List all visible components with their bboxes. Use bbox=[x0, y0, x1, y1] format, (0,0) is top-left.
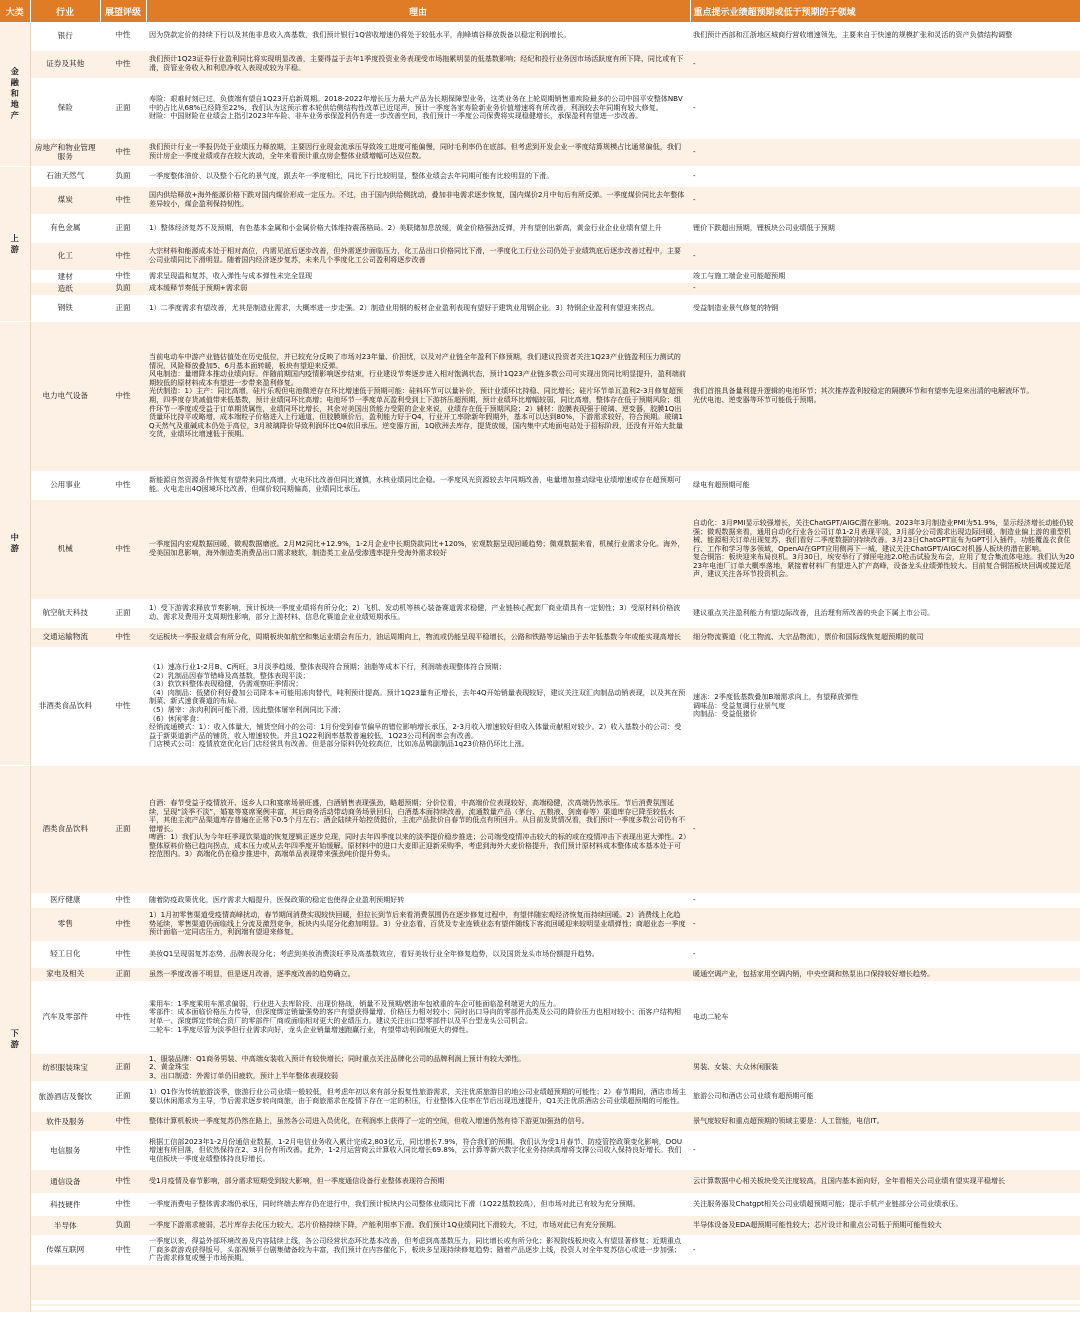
industry-cell: 通信设备 bbox=[30, 1170, 100, 1194]
focus-cell: - bbox=[690, 1132, 1080, 1170]
focus-cell: 锂价下跌超出预期，锂板块公司业绩低于预期 bbox=[690, 214, 1080, 242]
rating-cell: 中性 bbox=[100, 981, 146, 1053]
focus-cell bbox=[690, 1265, 1080, 1301]
reason-cell: 国内供给释放+海外能源价格下跌对国内煤价形成一定压力。不过，由于国内供给侧扰动，叠加非电需求逐步恢复，国内煤价2月中旬后有所反弹。一季度煤价同比去年整体差异较小，煤企盈利保持韧性。 bbox=[146, 186, 690, 214]
rating-cell: 正面 bbox=[100, 765, 146, 893]
industry-cell: 酒类食品饮料 bbox=[30, 765, 100, 893]
reason-cell: 1）1月初零售渠道受疫情高峰扰动，春节期间消费实现较快回暖，但拉长到节后来看消费氛围仍在逐步修复过程中，有望伴随宏观经济恢复而持续回暖。2）消费线上化趋势延续，零售渠道仍面临线上分流及激烈竞争，板块内头尾分化愈加明显。3）分业态看，百货及专业连锁业态有望伴随线下客流回暖迎来较明显业绩弹性；商超业态一季度预计面临一定同店压力，利润端有望迎来修复。 bbox=[146, 907, 690, 941]
rating-cell: 正面 bbox=[100, 967, 146, 981]
reason-cell: 乘用车：1季度乘用车需求偏弱，行业进入去库阶段、出现价格战，销量不及预期/燃油车包袱重的车企可能面临盈利端更大的压力。 零部件：成本面临价格压力传导，但深度绑定销量强势的客户有望获得量增、价格压力相对较小；同时出口导向的零部件品类及公司的降价压力也相对较小；而客户结构相对单一、深度绑定传统合资厂的零部件厂商或面临相对更大的业绩压力。建议关注出口型零部件以及平台型龙头公司机会。 二轮车：1季度尽管为淡季但行业需求向好，龙头企业销量增速跑赢行业，有望带动利润端更大的弹性。 bbox=[146, 981, 690, 1053]
rating-cell: 正面 bbox=[100, 599, 146, 627]
reason-cell: 受1月疫情及春节影响，部分需求短期受到较大影响，但一季度通信设备行业整体表现符合预期 bbox=[146, 1170, 690, 1194]
rating-cell: 中性 bbox=[100, 138, 146, 166]
reason-cell: 一季度消费电子整体需求端仍承压，同时终端去库存仍在进行中，我们预计板块内公司整体业绩同比下滑（1Q22基数较高），但市场对此已有较为充分预期。 bbox=[146, 1194, 690, 1216]
industry-cell: 传媒互联网 bbox=[30, 1236, 100, 1265]
table-row bbox=[0, 1082, 1080, 1112]
reason-cell: 整体计算机板块一季度复苏仍然在路上，虽然各公司进入员优化，在利润率上获得了一定的空间，但收入增速仍然有待下游更加强劲的信号。 bbox=[146, 1112, 690, 1132]
table-row bbox=[0, 599, 1080, 627]
focus-cell: 我们预计西部和江浙地区城商行营收增速领先，主要来自于快速的规模扩张和灵活的资产负债结构调整 bbox=[690, 22, 1080, 50]
industry-cell: 钢铁 bbox=[30, 295, 100, 321]
reason-cell: 我们预计行业一季报仍处于业绩压力释放期，主要因行业现金流承压导致竣工进度可能偏慢，同时毛利率仍在底部。但考虑到开发企业一季度结算规模占比通常偏低，我们预计房企一季度业绩或存在较大波动，全年来看预计重点房企整体业绩增幅可达双位数。 bbox=[146, 138, 690, 166]
rating-cell: 中性 bbox=[100, 50, 146, 78]
focus-cell: 我们首推具备量利提升逻辑的电池环节；其次推荐盈利较稳定的隔膜环节和有望率先迎来出清的电解液环节。 光伏电池、逆变器等环节可能低于预期。 bbox=[690, 321, 1080, 471]
focus-cell: - bbox=[690, 186, 1080, 214]
industry-cell: 半导体 bbox=[30, 1216, 100, 1236]
industry-cell: 公用事业 bbox=[30, 471, 100, 499]
table-row bbox=[0, 941, 1080, 967]
category-cell: 金 融 和 地 产 bbox=[0, 22, 30, 166]
industry-cell: 煤炭 bbox=[30, 186, 100, 214]
industry-cell: 航空航天科技 bbox=[30, 599, 100, 627]
rating-cell: 正面 bbox=[100, 1082, 146, 1112]
reason-cell: 1）二季度需求有望改善，尤其是制造业需求，大概率进一步走强。2）制造业用钢的板材企业盈利表现有望好于建筑业用钢企业。3）特钢企业盈利有望迎来拐点。 bbox=[146, 295, 690, 321]
table-row bbox=[0, 1112, 1080, 1132]
industry-cell: 家电及相关 bbox=[30, 967, 100, 981]
table-row bbox=[0, 967, 1080, 981]
industry-cell: 纺织服装珠宝 bbox=[30, 1053, 100, 1082]
rating-cell: 中性 bbox=[100, 242, 146, 270]
table-row bbox=[0, 1132, 1080, 1170]
reason-cell: 1）Q1作为传统旅游淡季，旅游行业公司业绩一般较低，但考虑年初以来有部分报复性旅游需求，关注优质旅游目的地公司业绩超预期的可能性；2）春节期间，酒店市场主要以休闲需求为主导，节后需求逐步转向商旅，由于商旅需求在疫情下存在一定的积压，行业整体入住率在节后出现迅速提升，Q1关注优质酒店公司业绩超预期的可能性。 bbox=[146, 1082, 690, 1112]
reason-cell: 我们预计1Q23证券行业盈利同比将实现明显改善，主要得益于去年1季度投资业务表现受市场拖累明显的低基数影响；经纪和投行业务因市场活跃度有所下降、同比或有下滑，资管业务收入和利息净收入表现或较为平稳。 bbox=[146, 50, 690, 78]
rating-cell: 中性 bbox=[100, 270, 146, 283]
table-row bbox=[0, 907, 1080, 941]
header-category: 大类 bbox=[0, 0, 30, 22]
rating-cell: 中性 bbox=[100, 907, 146, 941]
focus-cell: 旅游公司和酒店公司业绩有超预期可能 bbox=[690, 1082, 1080, 1112]
reason-cell: 需求呈现温和复苏，收入弹性与成本弹性未完全显现 bbox=[146, 270, 690, 283]
table-row bbox=[0, 1236, 1080, 1265]
industry-cell bbox=[30, 1310, 100, 1313]
rating-cell: 中性 bbox=[100, 647, 146, 765]
industry-cell: 旅游酒店及餐饮 bbox=[30, 1082, 100, 1112]
focus-cell: 速冻：2季度低基数叠加B端需求向上，有望释放弹性 调味品：受益复调行业景气度 肉制品：受益低猪价 bbox=[690, 647, 1080, 765]
table-row bbox=[0, 50, 1080, 78]
table-row bbox=[0, 1170, 1080, 1194]
focus-cell: - bbox=[690, 941, 1080, 967]
table-row bbox=[0, 499, 1080, 599]
industry-cell: 电力电气设备 bbox=[30, 321, 100, 471]
rating-cell: 中性 bbox=[100, 893, 146, 907]
rating-cell: 负面 bbox=[100, 283, 146, 296]
focus-cell: 景气度较好和重点超预期的领域主要是：人工智能，电信IT。 bbox=[690, 1112, 1080, 1132]
industry-cell: 非酒类食品饮料 bbox=[30, 647, 100, 765]
reason-cell: 一季度整体油价、以及整个石化的景气度，跟去年一季度相比，同比下行比较明显，整体业绩会去年同期可能有比较明显的下滑。 bbox=[146, 166, 690, 186]
category-cell: 中 游 bbox=[0, 321, 30, 765]
rating-cell: 正面 bbox=[100, 78, 146, 138]
focus-cell: 暖通空调产业，包括家用空调内销，中央空调和热泵出口保持较好增长趋势。 bbox=[690, 967, 1080, 981]
focus-cell: 绿电有超预期可能 bbox=[690, 471, 1080, 499]
industry-cell: 医疗健康 bbox=[30, 893, 100, 907]
table-row bbox=[0, 22, 1080, 50]
table-row bbox=[0, 1310, 1080, 1313]
focus-cell: - bbox=[690, 283, 1080, 296]
table-row bbox=[0, 627, 1080, 647]
industry-cell: 房地产和物业管理服务 bbox=[30, 138, 100, 166]
table-row bbox=[0, 1194, 1080, 1216]
reason-cell: （1）速冻行业1-2月B、C两旺，3月淡季趋缓，整体表现符合预期；油脂等成本下行，利润端表现整体符合预期； （2）乳制品因春节错峰及高基数，整体表现平淡； （3）软饮料整体表现稳健，仍需观察旺季情况； （4）肉制品：低猪价利好叠加公司降本+可能用冻肉替代，吨利预计提高。预计1Q23量有正增长，去年4Q开始销量表现较好，建议关注双汇肉制品动销表现，以及其在预制菜、新式速食赛道的布局。 （5）屠宰：冻肉利润可能下滑，因此整体屠宰利润同比下滑； （6）休闲零食： 经销流通模式：1）：收入体量大，铺货空间小的公司：1月份受到春节偏早的错位影响增长承压，2-3月收入增速较好但收入体量贡献相对较少。2）收入基数小的公司：受益于新渠道新产品的铺货，收入增速较快。并且1Q22利润率基数普遍较低，1Q23公司利润率会有改善。 门店模式公司：疫情放宽优化后门店经营具有改善。但是部分原料仍处较高位，比如冻品鸭副制品1q23价格仍环比上涨。 bbox=[146, 647, 690, 765]
rating-cell: 中性 bbox=[100, 1132, 146, 1170]
rating-cell: 中性 bbox=[100, 941, 146, 967]
reason-cell: 大宗材料和能源成本处于相对高位，内需见底后逐步改善，但外需逐步面临压力，化工品出口价格同比下滑，一季度化工行业公司仍处于业绩筑底后逐步改善过程中，主要公司业绩同比下滑明显。随着国内经济逐步复苏，未来几个季度化工公司盈利将逐步改善 bbox=[146, 242, 690, 270]
industry-cell: 科技硬件 bbox=[30, 1194, 100, 1216]
focus-cell: 云计算数据中心相关板块受关注度较高，且国内基本面向好，全年看相关公司业绩有望实现平稳增长 bbox=[690, 1170, 1080, 1194]
reason-cell: 寿险：艰难时刻已过，负债端有望自1Q23开启新周期。2018-2022年增长压力最大产品为长期保障型业务，这类业务在上轮周期销售重疾险最多的公司中国平安整体NBV中的占比从68%已经降至22%，我们认为这预示着本轮供给侧结构性改革已近尾声，预计一季度各家寿险新业务价值增速将有所改善，利润较去年同期有较大修复。 财险：中国财险在业绩会上指引2023年车险、非车业务承保盈利仍有进一步改善空间，我们预计一季度公司保费将实现稳健增长，承保盈利有望进一步改善。 bbox=[146, 78, 690, 138]
table-row bbox=[0, 283, 1080, 296]
industry-cell: 造纸 bbox=[30, 283, 100, 296]
reason-cell: 1、服装品牌：Q1商务男装、中高端女装收入预计有较快增长；同时重点关注品牌化公司的品牌利润上预计有较大弹性。 2、黄金珠宝 3、出口制造：外需订单仍旧疲软，预计上半年整体表现较弱 bbox=[146, 1053, 690, 1082]
focus-cell: - bbox=[690, 166, 1080, 186]
reason-cell: 当前电动车中游产业链估值处在历史低位，并已较充分反映了市场对23年量、价担忧，以及对产业链全年盈利下修预期，我们建议投资者关注1Q23产业链盈利压力测试的情况，风险释放叠加5、6月基本面转暖，板块有望迎来反弹。 风电制造：量增降本推动业绩向好。伴随前期国内疫情影响逐步结束，行业建设节奏逐步进入相对饱满状态，预计1Q23产业链多数公司可实现出货同比明显提升，盈利端前期较低的原材料成本有望进一步带来盈利修复。 光伏制造：1）主产：同比高增，硅片乐观但电池微逆存在环比增速低于预期可能：硅料环节可以量补价，预计业绩环比持稳、同比增长；硅片环节单瓦盈利2-3月修复超预期，四季度存货减值带来低基数，预计业绩同环比高增；电池环节一季度单瓦盈利受到上下游挤压超预期，预计业绩环比增幅较弱，同比高增，整体存在低于预期风险；组件环节一季度或受益于订单期货属性，业绩同环比增长，其余对美国出货能力受限的企业来说，业绩存在低于预期风险；2）辅材：胶膜表现强于玻璃、逆变器，胶膜1Q出货量环比持平或略增，成本端粒子价格进入上行通道，但胶膜顺价后，盈利能力好于Q4，行业开工率除新年假期外，基本可以达到80%，下游需求较好，符合预期。玻璃1Q天然气及重碱成本仍处于高位，3月玻璃降价导致利润环比Q4依旧承压。逆变器方面，1Q欧洲去库存，提货放缓，国内集中式地面电站处于招标阶段，还没有开始大批量交货，业绩环比增速低于预期。 bbox=[146, 321, 690, 471]
category-cell: 上 游 bbox=[0, 166, 30, 321]
focus-cell: 细分物流赛道（化工物流、大宗品物流），票价和国际线恢复超预期的航司 bbox=[690, 627, 1080, 647]
header-focus: 重点提示业绩超预期或低于预期的子领域 bbox=[690, 0, 1080, 22]
focus-cell: 半导体设备及EDA超预期可能性较大；芯片设计和重点公司低于预期可能性较大 bbox=[690, 1216, 1080, 1236]
table-body bbox=[0, 22, 1080, 1313]
focus-cell: - bbox=[690, 138, 1080, 166]
focus-cell bbox=[690, 1310, 1080, 1313]
reason-cell: 一季度国内宏观数据回暖，微观数据磨底。2月M2同比+12.9%，1-2月企业中长期贷款同比+120%，宏观数据呈现回暖趋势；微观数据来看，机械行业需求分化。海外，受美国加息影响，海外制造类消费品出口需求疲软，制造类工业品受渗透率提升受海外需求较好 bbox=[146, 499, 690, 599]
focus-cell: - bbox=[690, 1236, 1080, 1265]
rating-cell: 负面 bbox=[100, 1216, 146, 1236]
header-industry: 行业 bbox=[30, 0, 100, 22]
header-reason: 理由 bbox=[146, 0, 690, 22]
table-row bbox=[0, 242, 1080, 270]
rating-cell: 中性 bbox=[100, 321, 146, 471]
focus-cell: 自动化：3月PMI显示较强增长，关注ChatGPT/AIGC潜在影响。2023年3月制造业PMI为51.9%，显示经济增长动能仍较强；微观数据来看，通用自动化行业各公司订单1-2月表现平淡，3月部分公司需求出现边际回暖，制造业偏上游的重型机械、能源相关订单出现复苏，我们看好二季度数据的持续改善。3月23日ChatGPT宣布为GPT引入插件，功能覆盖衣食住行、工作和学习等多领域，OpenAI在GPT应用侧再下一城，建议关注ChatGPT/AIGC对机器人板块的潜在影响。 复合铜箔：板块迎来布局良机。3月30日，埃安举行了弹匣电池2.0枪击试验发布会，应用了复合集流体电池。我们认为2023年电池厂订单大概率落地，紧接着材料厂有望进入扩产高峰，设备龙头业绩弹性较大。目前复合铜箔板块回调或接近尾声，建议关注各环节投资机会。 bbox=[690, 499, 1080, 599]
reason-cell: 白酒：春节受益于疫情放开、返乡人口和宴席场景旺盛，白酒销售表现强劲，略超预期；分价位看，中高端价位表现较好，高端稳健，次高端仍然承压。节后消费氛围延续，呈现“淡季不淡”，婚宴等宴席案例丰富，其后商务活动带动商务场景回归，白酒基本面持续改善，流通数量产品（茅台、五粮液、剑南春等）渠道库存已降至较低水平，其他主流产品渠道库存普遍在正常下0.5个月左右；酒企陆续开始控货挺价，主流产品批价自春节的低点有所回升。从目前发货情况看，我们预计一季度多数公司仍有不错增长。 啤酒：1）我们认为今年旺季现饮渠道的恢复逻辑正逐步兑现，同时去年四季度以来的淡季提价稳步推进；公司端受疫情冲击较大的标的或在疫情冲击下表现出更大弹性。2）整体原料价格已趋向拐点，成本压力或从去年四季度开始缓解。原材料中的进口大麦即正迎新采购季，考虑到海外大麦价格提升，我们预计原材料成本整体成本基本处于可控范围内。3）高端化仍在稳步推进中，高端单品表现带来强劲吨价提升势头。 bbox=[146, 765, 690, 893]
industry-cell: 软件及服务 bbox=[30, 1112, 100, 1132]
table-row bbox=[0, 765, 1080, 893]
table-row bbox=[0, 186, 1080, 214]
table-row bbox=[0, 647, 1080, 765]
focus-cell: - bbox=[690, 907, 1080, 941]
industry-cell: 保险 bbox=[30, 78, 100, 138]
reason-cell: 成本缓释节奏低于预期+需求弱 bbox=[146, 283, 690, 296]
table-row bbox=[0, 1053, 1080, 1082]
focus-cell: 竣工与施工端企业可能超预期 bbox=[690, 270, 1080, 283]
table-row bbox=[0, 270, 1080, 283]
focus-cell: 男装、女装、大众休闲服装 bbox=[690, 1053, 1080, 1082]
industry-cell: 轻工日化 bbox=[30, 941, 100, 967]
table-row bbox=[0, 1265, 1080, 1301]
header-rating: 展望评级 bbox=[100, 0, 146, 22]
rating-cell: 中性 bbox=[100, 1112, 146, 1132]
industry-cell: 化工 bbox=[30, 242, 100, 270]
reason-cell: 一季度以来，得益外部环境改善及内容陆续上线，各公司经营状态环比基本改善，但考虑到高基数压力，同比增长或有所分化；影视院线板块收入有望显著修复；近期重点厂商多款游戏获得版号，头部视频平台剧集储备较为丰富，我们预计在内容催化下，板块多呈现持续修复趋势；随着产品逐步上线，投资人对全年复苏信心或进一步加强；广告需求修复或慢于市场预期。 bbox=[146, 1236, 690, 1265]
rating-cell bbox=[100, 1265, 146, 1301]
focus-cell: - bbox=[690, 78, 1080, 138]
industry-cell: 证券及其他 bbox=[30, 50, 100, 78]
reason-cell bbox=[146, 1265, 690, 1301]
table-row bbox=[0, 471, 1080, 499]
reason-cell: 1）受下游需求释放节奏影响，预计板块一季度业绩将有所分化；2）飞机、发动机等核心装备赛道需求稳健，产业链核心配套厂商业绩具有一定韧性；3）受原材料价格波动、需求及费用开支周期性影响，部分上游材料、信息化赛道企业业绩短期承压。 bbox=[146, 599, 690, 627]
focus-cell: - bbox=[690, 242, 1080, 270]
industry-cell: 有色金属 bbox=[30, 214, 100, 242]
rating-cell: 正面 bbox=[100, 214, 146, 242]
focus-cell: 电动二轮车 bbox=[690, 981, 1080, 1053]
table-row bbox=[0, 1216, 1080, 1236]
reason-cell bbox=[146, 1310, 690, 1313]
rating-cell: 中性 bbox=[100, 627, 146, 647]
rating-cell: 正面 bbox=[100, 295, 146, 321]
table-row bbox=[0, 214, 1080, 242]
reason-cell: 根据工信部2023年1-2月份通信业数据，1-2月电信业务收入累计完成2,803亿元，同比增长7.9%，符合我们的预期。我们认为受1月春节、防疫管控政策变化影响，DOU增速有所回落，但依然保持在2、3月份有所改善。此外，1-2月运营商云计算收入同比增长69.8%，云计算等新兴数字化业务持续高增将支撑公司收入保持良好增长。我们电信板块一季度业绩整体持良好增长。 bbox=[146, 1132, 690, 1170]
focus-cell: 关注服务器及Chatgpt相关公司业绩超预期可能；提示手机产业链部分公司业绩承压。 bbox=[690, 1194, 1080, 1216]
reason-cell: 1）整体经济复苏不及预期，有色基本金属和小金属价格大体维持震荡格局。2）美联储加息放缓，黄金价格强劲反弹，并有望创出新高，黄金行业企业业绩有望上升 bbox=[146, 214, 690, 242]
industry-cell: 石油天然气 bbox=[30, 166, 100, 186]
industry-cell: 汽车及零部件 bbox=[30, 981, 100, 1053]
rating-cell: 中性 bbox=[100, 22, 146, 50]
table-row bbox=[0, 138, 1080, 166]
industry-cell bbox=[30, 1265, 100, 1301]
rating-cell: 正面 bbox=[100, 1053, 146, 1082]
table-row bbox=[0, 78, 1080, 138]
rating-cell: 负面 bbox=[100, 166, 146, 186]
rating-cell: 中性 bbox=[100, 499, 146, 599]
industry-cell: 交通运输物流 bbox=[30, 627, 100, 647]
table-row bbox=[0, 893, 1080, 907]
industry-cell: 建材 bbox=[30, 270, 100, 283]
reason-cell: 美妆Q1呈现弱复苏态势，品牌表现分化；考虑到美妆消费淡旺季及高基数效应，看好美妆行业全年修复趋势，以及国货龙头市场份额提升趋势。 bbox=[146, 941, 690, 967]
header-row bbox=[0, 0, 1080, 22]
focus-cell: - bbox=[690, 50, 1080, 78]
reason-cell: 一季度下游需求疲弱，芯片库存去化压力较大，芯片价格持续下降，产能利用率下滑。我们预计1Q业绩同比下滑较大，不过，市场对此已有充分预期。 bbox=[146, 1216, 690, 1236]
reason-cell: 随着防疫政策优化，医疗需求大幅提升，医保政策的稳定也使得企业盈利预期好转 bbox=[146, 893, 690, 907]
reason-cell: 新能源自然资源条件恢复有望带来同比高增，火电环比改善但同比谨慎，水核业绩同比企稳。一季度风光资源较去年同期改善，电量增加推动绿电业绩增速或存在超预期可能。火电走出4Q困境环比改善，但煤价较同期偏高，业绩同比承压。 bbox=[146, 471, 690, 499]
category-cell: 下 游 bbox=[0, 765, 30, 1313]
focus-cell: 受益制造业景气修复的特钢 bbox=[690, 295, 1080, 321]
focus-cell: - bbox=[690, 893, 1080, 907]
rating-cell: 中性 bbox=[100, 1170, 146, 1194]
rating-cell: 中性 bbox=[100, 1194, 146, 1216]
table-row bbox=[0, 295, 1080, 321]
rating-cell bbox=[100, 1310, 146, 1313]
reason-cell: 虽然一季度改善不明显，但是逐月改善，逐季度改善的趋势确立。 bbox=[146, 967, 690, 981]
industry-cell: 电信服务 bbox=[30, 1132, 100, 1170]
rating-cell: 中性 bbox=[100, 471, 146, 499]
rating-cell: 中性 bbox=[100, 186, 146, 214]
reason-cell: 交运板块一季报业绩会有所分化，周期板块如航空和集运业绩会有压力，油运周期向上，物流或仍能呈现平稳增长，公路和铁路等运输由于去年低基数今年或能实现高增长 bbox=[146, 627, 690, 647]
focus-cell: - bbox=[690, 765, 1080, 893]
table-row bbox=[0, 981, 1080, 1053]
rating-cell: 中性 bbox=[100, 1236, 146, 1265]
industry-cell: 银行 bbox=[30, 22, 100, 50]
industry-cell: 机械 bbox=[30, 499, 100, 599]
table-row bbox=[0, 166, 1080, 186]
industry-cell: 零售 bbox=[30, 907, 100, 941]
reason-cell: 因为贷款定价的持续下行以及其他非息收入高基数，我们预计银行1Q营收增速仍将处于较低水平，削峰填谷释放拨备以稳定利润增长。 bbox=[146, 22, 690, 50]
table-row bbox=[0, 321, 1080, 471]
focus-cell: 建议重点关注盈利能力有望边际改善，且治理有所改善的央企下属上市公司。 bbox=[690, 599, 1080, 627]
